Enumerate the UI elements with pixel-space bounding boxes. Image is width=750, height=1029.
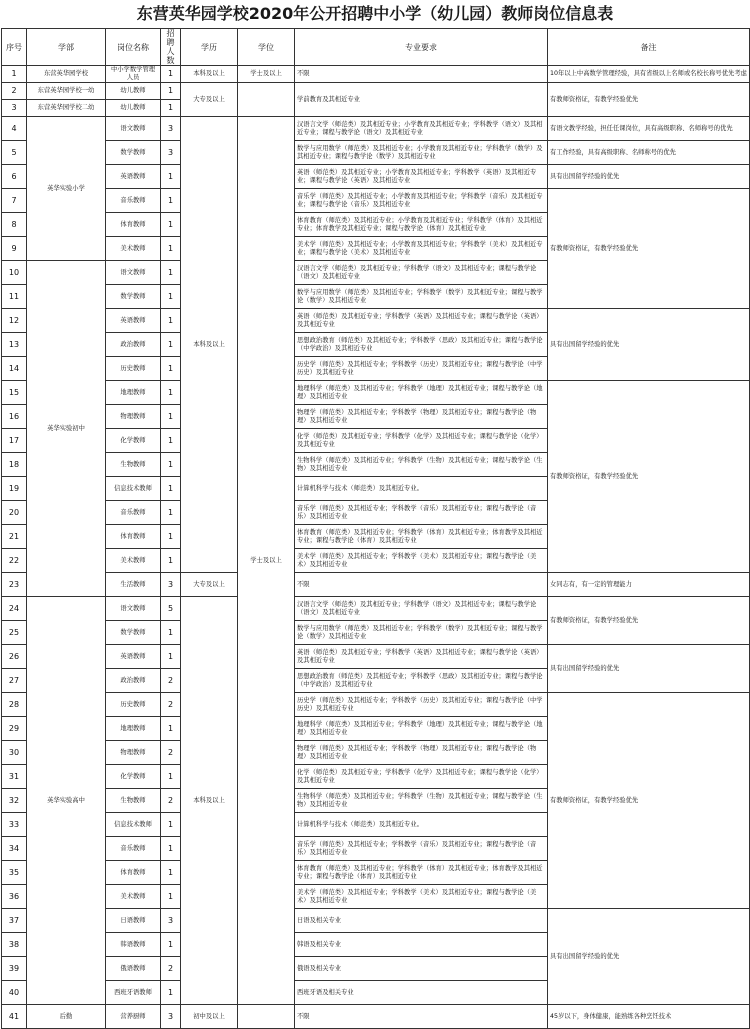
education-cell: 大专及以上 [181,83,238,117]
row-seq: 28 [2,693,27,717]
position-cell: 英语教师 [106,165,161,189]
page-title: 东营英华园学校2020年公开招聘中小学（幼儿园）教师岗位信息表 [136,4,614,23]
position-cell: 韩语教师 [106,933,161,957]
position-cell: 政治教师 [106,333,161,357]
position-cell: 营养厨师 [106,1005,161,1029]
row-seq: 2 [2,83,27,100]
position-cell: 数学教师 [106,285,161,309]
count-cell: 1 [161,981,181,1005]
row-seq: 21 [2,525,27,549]
note-cell: 具有出国留学经验的优先 [548,165,750,189]
note-cell: 具有出国留学经验的优先 [548,309,750,381]
row-seq: 26 [2,645,27,669]
major-requirement-cell: 历史学（师范类）及其相近专业；学科教学（历史）及其相近专业；课程与教学论（中学历史）及其相近专业 [295,693,548,717]
position-cell: 物理教师 [106,405,161,429]
row-seq: 38 [2,933,27,957]
major-requirement-cell: 物理学（师范类）及其相近专业；学科教学（物理）及其相近专业；课程与教学论（物理）及其相近专业 [295,405,548,429]
positions-table [1,28,750,1029]
position-cell: 历史教师 [106,693,161,717]
dept-cell: 东营英华园学校二幼 [27,100,106,117]
row-seq: 20 [2,501,27,525]
count-cell: 2 [161,957,181,981]
degree-cell [238,1005,295,1029]
position-cell: 生物教师 [106,453,161,477]
count-cell: 1 [161,66,181,83]
row-seq: 10 [2,261,27,285]
position-cell: 音乐教师 [106,837,161,861]
major-requirement-cell: 英语（师范类）及其相近专业；小学教育及其相近专业；学科教学（英语）及其相近专业；课程与教学论（英语）及其相近专业 [295,165,548,189]
count-cell: 3 [161,909,181,933]
count-cell: 1 [161,333,181,357]
table-header-row [2,29,750,66]
count-cell: 3 [161,573,181,597]
count-cell: 1 [161,525,181,549]
note-cell: 有教师资格证，有教学经验优先 [548,597,750,645]
position-cell: 生物教师 [106,789,161,813]
major-requirement-cell: 韩语及相关专业 [295,933,548,957]
position-cell: 日语教师 [106,909,161,933]
note-cell: 有语文教学经验，担任任课岗位，具有高级职称、名师称号的优先 [548,117,750,141]
position-cell: 化学教师 [106,765,161,789]
row-seq: 35 [2,861,27,885]
major-requirement-cell: 生物科学（师范类）及其相近专业；学科教学（生物）及其相近专业；课程与教学论（生物）及其相近专业 [295,789,548,813]
position-cell: 体育教师 [106,861,161,885]
row-seq: 24 [2,597,27,621]
position-cell: 地理教师 [106,381,161,405]
table-row [2,597,750,621]
count-cell: 1 [161,213,181,237]
row-seq: 8 [2,213,27,237]
major-requirement-cell: 音乐学（师范类）及其相近专业；小学教育及其相近专业；学科教学（音乐）及其相近专业；课程与教学论（音乐）及其相近专业 [295,189,548,213]
row-seq: 37 [2,909,27,933]
count-cell: 1 [161,765,181,789]
major-requirement-cell: 西班牙语及相关专业 [295,981,548,1005]
major-requirement-cell: 汉语言文学（师范类）及其相近专业；学科教学（语文）及其相近专业；课程与教学论（语文）及其相近专业 [295,261,548,285]
row-seq: 30 [2,741,27,765]
count-cell: 2 [161,789,181,813]
count-cell: 1 [161,933,181,957]
row-seq: 15 [2,381,27,405]
education-cell: 本科及以上 [181,597,238,1005]
row-seq: 6 [2,165,27,189]
major-requirement-cell: 思想政治教育（师范类）及其相近专业；学科教学（思政）及其相近专业；课程与教学论（中学政治）及其相近专业 [295,333,548,357]
major-requirement-cell: 计算机科学与技术（师范类）及其相近专业。 [295,813,548,837]
count-cell: 1 [161,885,181,909]
position-cell: 语文教师 [106,117,161,141]
count-cell: 3 [161,141,181,165]
major-requirement-cell: 计算机科学与技术（师范类）及其相近专业。 [295,477,548,501]
degree-cell: 学士及以上 [238,66,295,83]
position-cell: 美术教师 [106,549,161,573]
position-cell: 信息技术教师 [106,477,161,501]
dept-cell: 东营英华园学校 [27,66,106,83]
row-seq: 25 [2,621,27,645]
major-requirement-cell: 学前教育及其相近专业 [295,83,548,117]
major-requirement-cell: 数学与应用数学（师范类）及其相近专业；学科教学（数学）及其相近专业；课程与教学论（数学）及其相近专业 [295,285,548,309]
major-requirement-cell: 俄语及相关专业 [295,957,548,981]
header-seq: 序号 [2,29,27,66]
count-cell: 1 [161,381,181,405]
position-cell: 地理教师 [106,717,161,741]
row-seq: 1 [2,66,27,83]
position-cell: 物理教师 [106,741,161,765]
row-seq: 9 [2,237,27,261]
note-cell: 具有出国留学经验的优先 [548,909,750,1005]
row-seq: 7 [2,189,27,213]
major-requirement-cell: 历史学（师范类）及其相近专业；学科教学（历史）及其相近专业；课程与教学论（中学历史）及其相近专业 [295,357,548,381]
position-cell: 幼儿教师 [106,100,161,117]
positions-table-container [1,28,749,1029]
count-cell: 3 [161,1005,181,1029]
degree-cell: 学士及以上 [238,117,295,1005]
major-requirement-cell: 不限 [295,1005,548,1029]
table-row [2,83,750,100]
position-cell: 西班牙语教师 [106,981,161,1005]
table-row [2,117,750,141]
major-requirement-cell: 英语（师范类）及其相近专业；学科教学（英语）及其相近专业；课程与教学论（英语）及其相近专业 [295,309,548,333]
major-requirement-cell: 地理科学（师范类）及其相近专业；学科教学（地理）及其相近专业；课程与教学论（地理）及其相近专业 [295,717,548,741]
header-count: 招聘人数 [161,29,181,66]
count-cell: 2 [161,693,181,717]
note-cell: 有教师资格证，有教学经验优先 [548,189,750,309]
position-cell: 政治教师 [106,669,161,693]
header-position: 岗位名称 [106,29,161,66]
header-note: 备注 [548,29,750,66]
position-cell: 英语教师 [106,309,161,333]
note-cell: 10年以上中高数学管理经验，具有省级以上名师或名校长称号优先考虑 [548,66,750,83]
count-cell: 1 [161,405,181,429]
count-cell: 1 [161,100,181,117]
table-row [2,66,750,83]
education-cell: 本科及以上 [181,117,238,573]
position-cell: 中小学数学管理人员 [106,66,161,83]
dept-cell: 英华实验高中 [27,597,106,1005]
row-seq: 17 [2,429,27,453]
row-seq: 34 [2,837,27,861]
major-requirement-cell: 美术学（师范类）及其相近专业；小学教育及其相近专业；学科教学（美术）及其相近专业；课程与教学论（美术）及其相近专业 [295,237,548,261]
major-requirement-cell: 不限 [295,66,548,83]
position-cell: 数学教师 [106,621,161,645]
dept-cell: 后勤 [27,1005,106,1029]
row-seq: 36 [2,885,27,909]
major-requirement-cell: 英语（师范类）及其相近专业；学科教学（英语）及其相近专业；课程与教学论（英语）及其相近专业 [295,645,548,669]
count-cell: 1 [161,285,181,309]
position-cell: 音乐教师 [106,189,161,213]
education-cell: 大专及以上 [181,573,238,597]
row-seq: 40 [2,981,27,1005]
table-row [2,165,750,189]
position-cell: 体育教师 [106,525,161,549]
count-cell: 1 [161,261,181,285]
row-seq: 33 [2,813,27,837]
count-cell: 1 [161,837,181,861]
position-cell: 历史教师 [106,357,161,381]
row-seq: 31 [2,765,27,789]
table-row [2,189,750,213]
count-cell: 2 [161,741,181,765]
table-row [2,909,750,933]
major-requirement-cell: 汉语言文学（师范类）及其相近专业；小学教育及其相近专业；学科教学（语文）及其相近专业；课程与教学论（语文）及其相近专业 [295,117,548,141]
note-cell: 有教师资格证，有教学经验优先 [548,381,750,573]
position-cell: 语文教师 [106,261,161,285]
count-cell: 1 [161,309,181,333]
count-cell: 1 [161,861,181,885]
table-row [2,693,750,717]
count-cell: 1 [161,477,181,501]
header-degree: 学位 [238,29,295,66]
degree-cell [238,83,295,117]
position-cell: 美术教师 [106,885,161,909]
major-requirement-cell: 不限 [295,573,548,597]
count-cell: 1 [161,165,181,189]
row-seq: 4 [2,117,27,141]
table-row [2,381,750,405]
position-cell: 语文教师 [106,597,161,621]
education-cell: 初中及以上 [181,1005,238,1029]
position-cell: 美术教师 [106,237,161,261]
count-cell: 5 [161,597,181,621]
table-row [2,141,750,165]
table-row [2,1005,750,1029]
major-requirement-cell: 物理学（师范类）及其相近专业；学科教学（物理）及其相近专业；课程与教学论（物理）及其相近专业 [295,741,548,765]
row-seq: 12 [2,309,27,333]
note-cell: 有教师资格证，有教学经验优先 [548,83,750,117]
major-requirement-cell: 美术学（师范类）及其相近专业；学科教学（美术）及其相近专业；课程与教学论（美术）及其相近专业 [295,549,548,573]
row-seq: 19 [2,477,27,501]
position-cell: 英语教师 [106,645,161,669]
count-cell: 1 [161,357,181,381]
position-cell: 信息技术教师 [106,813,161,837]
position-cell: 幼儿教师 [106,83,161,100]
count-cell: 1 [161,717,181,741]
row-seq: 29 [2,717,27,741]
major-requirement-cell: 美术学（师范类）及其相近专业；学科教学（美术）及其相近专业；课程与教学论（美术）及其相近专业 [295,885,548,909]
row-seq: 11 [2,285,27,309]
position-cell: 音乐教师 [106,501,161,525]
major-requirement-cell: 音乐学（师范类）及其相近专业；学科教学（音乐）及其相近专业；课程与教学论（音乐）及其相近专业 [295,837,548,861]
major-requirement-cell: 地理科学（师范类）及其相近专业；学科教学（地理）及其相近专业；课程与教学论（地理）及其相近专业 [295,381,548,405]
row-seq: 16 [2,405,27,429]
count-cell: 3 [161,117,181,141]
row-seq: 39 [2,957,27,981]
major-requirement-cell: 音乐学（师范类）及其相近专业；学科教学（音乐）及其相近专业；课程与教学论（音乐）及其相近专业 [295,501,548,525]
major-requirement-cell: 汉语言文学（师范类）及其相近专业；学科教学（语文）及其相近专业；课程与教学论（语文）及其相近专业 [295,597,548,621]
row-seq: 22 [2,549,27,573]
major-requirement-cell: 体育教育（师范类）及其相近专业；学科教学（体育）及其相近专业；体育教学及其相近专业；课程与教学论（体育）及其相近专业 [295,525,548,549]
row-seq: 32 [2,789,27,813]
position-cell: 俄语教师 [106,957,161,981]
row-seq: 3 [2,100,27,117]
major-requirement-cell: 生物科学（师范类）及其相近专业；学科教学（生物）及其相近专业；课程与教学论（生物）及其相近专业 [295,453,548,477]
major-requirement-cell: 数学与应用数学（师范类）及其相近专业；学科教学（数学）及其相近专业；课程与教学论（数学）及其相近专业 [295,621,548,645]
major-requirement-cell: 体育教育（师范类）及其相近专业；学科教学（体育）及其相近专业；体育教学及其相近专业；课程与教学论（体育）及其相近专业 [295,861,548,885]
position-cell: 数学教师 [106,141,161,165]
major-requirement-cell: 化学（师范类）及其相近专业；学科教学（化学）及其相近专业；课程与教学论（化学）及其相近专业 [295,765,548,789]
count-cell: 1 [161,429,181,453]
major-requirement-cell: 数学与应用数学（师范类）及其相近专业；小学教育及其相近专业；学科教学（数学）及其相近专业；课程与教学论（数学）及其相近专业 [295,141,548,165]
note-cell: 女同志有，有一定的管理能力 [548,573,750,597]
count-cell: 1 [161,237,181,261]
row-seq: 23 [2,573,27,597]
position-cell: 化学教师 [106,429,161,453]
count-cell: 1 [161,621,181,645]
major-requirement-cell: 体育教育（师范类）及其相近专业；小学教育及其相近专业；学科教学（体育）及其相近专业；体育教学及其相近专业；课程与教学论（体育）及其相近专业 [295,213,548,237]
count-cell: 1 [161,453,181,477]
table-row [2,645,750,669]
header-major: 专业要求 [295,29,548,66]
row-seq: 18 [2,453,27,477]
header-education: 学历 [181,29,238,66]
row-seq: 5 [2,141,27,165]
dept-cell: 英华实验初中 [27,261,106,597]
major-requirement-cell: 日语及相关专业 [295,909,548,933]
count-cell: 1 [161,501,181,525]
position-cell: 生活教师 [106,573,161,597]
count-cell: 1 [161,813,181,837]
header-dept: 学部 [27,29,106,66]
row-seq: 27 [2,669,27,693]
education-cell: 本科及以上 [181,66,238,83]
row-seq: 13 [2,333,27,357]
note-cell: 具有出国留学经验的优先 [548,645,750,693]
count-cell: 1 [161,189,181,213]
major-requirement-cell: 化学（师范类）及其相近专业；学科教学（化学）及其相近专业；课程与教学论（化学）及其相近专业 [295,429,548,453]
row-seq: 41 [2,1005,27,1029]
count-cell: 2 [161,669,181,693]
count-cell: 1 [161,549,181,573]
count-cell: 1 [161,645,181,669]
note-cell: 有工作经验，具有高级职称、名师称号的优先 [548,141,750,165]
note-cell: 45岁以下，身体健康，能熟练各种烹饪技术 [548,1005,750,1029]
dept-cell: 英华实验小学 [27,117,106,261]
table-row [2,309,750,333]
count-cell: 1 [161,83,181,100]
row-seq: 14 [2,357,27,381]
dept-cell: 东营英华园学校一幼 [27,83,106,100]
major-requirement-cell: 思想政治教育（师范类）及其相近专业；学科教学（思政）及其相近专业；课程与教学论（中学政治）及其相近专业 [295,669,548,693]
position-cell: 体育教师 [106,213,161,237]
table-row [2,573,750,597]
note-cell: 有教师资格证，有教学经验优先 [548,693,750,909]
